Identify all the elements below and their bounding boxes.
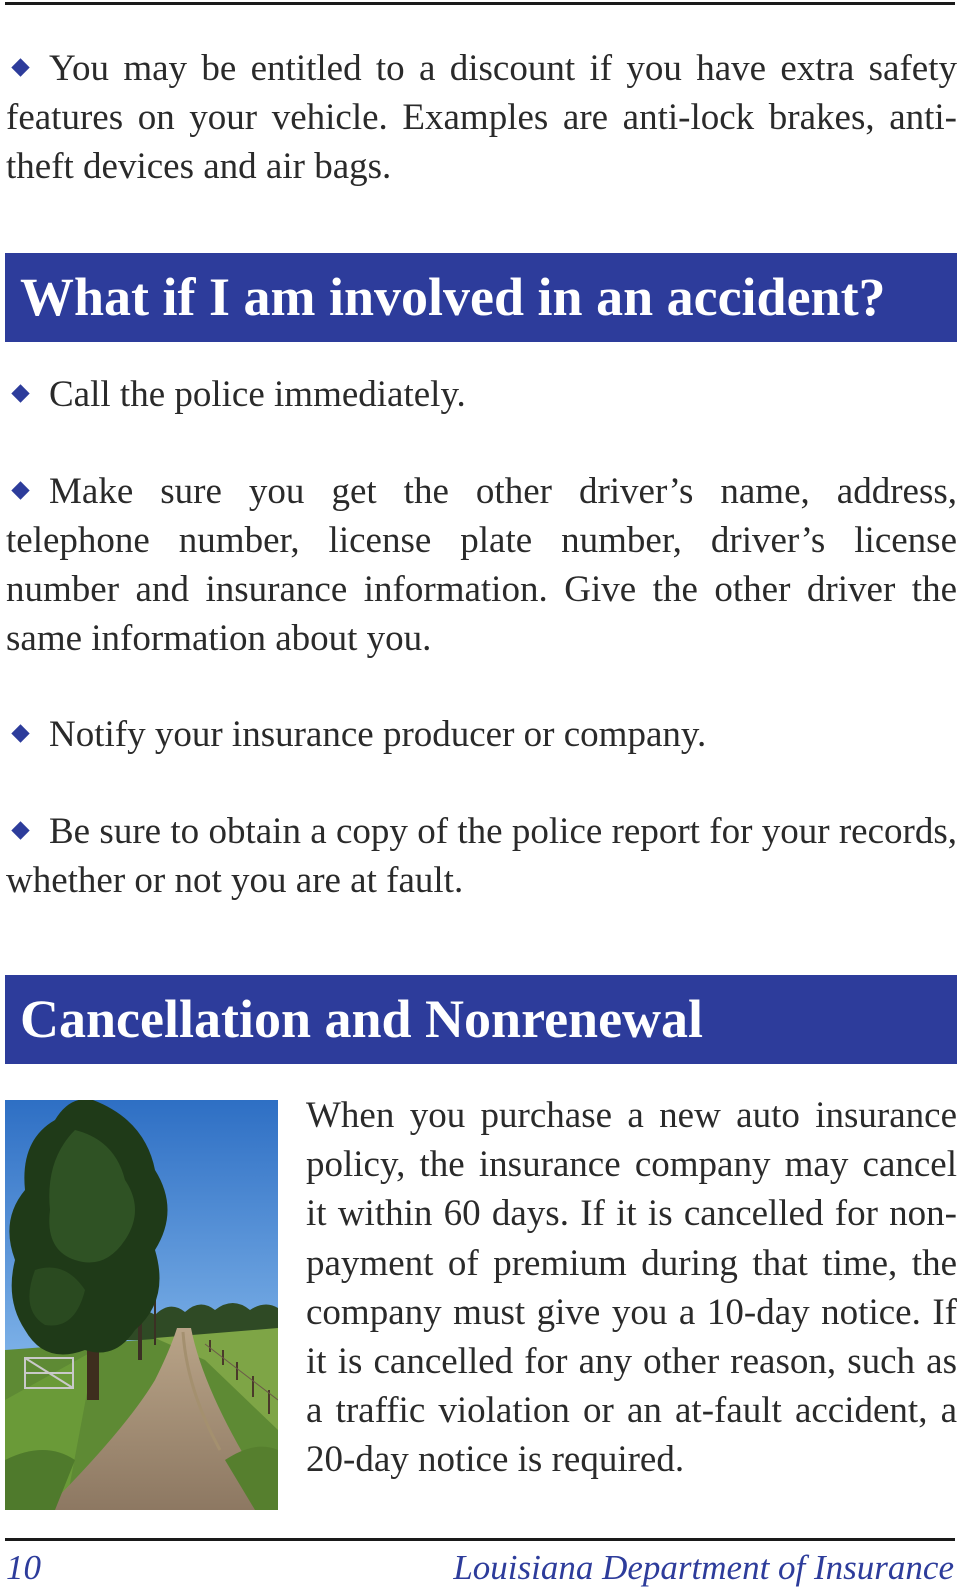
discount-bullet	[6, 44, 957, 191]
accident-section-banner	[5, 253, 957, 342]
page-number: 10	[6, 1548, 41, 1587]
diamond-bullet-icon	[11, 821, 29, 839]
diamond-bullet-icon	[11, 384, 29, 402]
accident-bullet	[6, 807, 957, 905]
page-footer	[6, 1546, 954, 1590]
accident-section-heading: What if I am involved in an accident?	[20, 267, 886, 327]
cancellation-section-heading: Cancellation and Nonrenewal	[20, 989, 704, 1049]
bottom-rule	[5, 1538, 955, 1541]
discount-bullet-text: You may be entitled to a discount if you have extra safety features on your vehicle. Examples are anti-lock brakes, anti-theft devices and air bags.	[6, 48, 957, 187]
cancellation-body: When you purchase a new auto insurance policy, the insurance company may cancel it within 60 days. If it is cancelled for non-payment of premium during that time, the company must give you a 10-day notice. If it is cancelled for any other reason, such as a traffic violation or an at-fault accident, a 20-day notice is required.	[306, 1095, 957, 1481]
diamond-bullet-icon	[11, 724, 29, 742]
accident-bullet	[6, 467, 957, 663]
diamond-bullet-icon	[11, 481, 29, 499]
accident-bullet-text: Make sure you get the other driver’s name, address, telephone number, license plate number, driver’s license number and insurance information. Give the other driver the same information about you.	[6, 471, 957, 659]
country-road-photo	[5, 1100, 278, 1510]
accident-bullet-text: Be sure to obtain a copy of the police report for your records, whether or not you are at fault.	[6, 811, 957, 901]
diamond-bullet-icon	[11, 58, 29, 76]
cancellation-section-banner	[5, 975, 957, 1064]
footer-organization: Louisiana Department of Insurance	[453, 1548, 954, 1587]
top-rule	[5, 2, 955, 5]
accident-bullet-text: Call the police immediately.	[49, 374, 466, 415]
accident-bullet	[6, 370, 957, 419]
accident-bullet-text: Notify your insurance producer or company.	[49, 714, 707, 755]
accident-bullet	[6, 710, 957, 759]
